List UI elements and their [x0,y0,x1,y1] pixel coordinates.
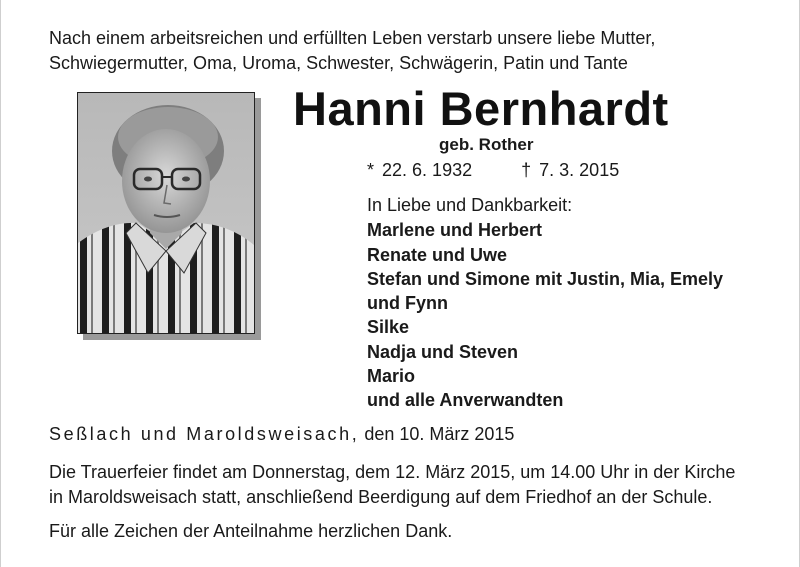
place-and-date [49,424,514,445]
portrait-photo [77,92,255,334]
service-line-1: Die Trauerfeier findet am Donnerstag, dem 12. März 2015, um 14.00 Uhr in der Kirche [49,462,736,482]
intro-text [49,26,769,76]
death-symbol: † [521,160,532,180]
service-line-2: in Maroldsweisach statt, anschließend Beerdigung auf dem Friedhof an der Schule. [49,487,713,507]
intro-line-2: Schwiegermutter, Oma, Uroma, Schwester, Schwägerin, Patin und Tante [49,53,628,73]
mourners-lead: In Liebe und Dankbarkeit: [367,195,573,215]
mourners-list [367,193,767,413]
funeral-service-info [49,460,769,510]
birth-symbol: * [367,160,375,180]
mourner-name: Nadja und Steven [367,341,519,362]
death-date: 7. 3. 2015 [539,160,620,180]
thanks-text: Für alle Zeichen der Anteilnahme herzlichen Dank. [49,521,453,541]
deceased-name: Hanni Bernhardt [293,82,669,135]
mourner-name: Silke [367,317,410,338]
mourner-name: und alle Anverwandten [367,390,564,411]
birth-date: 22. 6. 1932 [382,160,473,180]
life-dates [367,160,619,181]
mourner-name: Stefan und Simone mit Justin, Mia, Emely [367,268,724,289]
notice-date: den 10. März 2015 [364,424,515,444]
place: Seßlach und Maroldsweisach, [49,424,360,444]
mourner-name: Marlene und Herbert [367,220,543,241]
intro-line-1: Nach einem arbeitsreichen und erfüllten Leben verstarb unsere liebe Mutter, [49,28,656,48]
maiden-name: geb. Rother [439,135,534,154]
mourner-name: und Fynn [367,293,448,314]
mourner-name: Renate und Uwe [367,244,508,265]
mourner-name: Mario [367,366,416,387]
